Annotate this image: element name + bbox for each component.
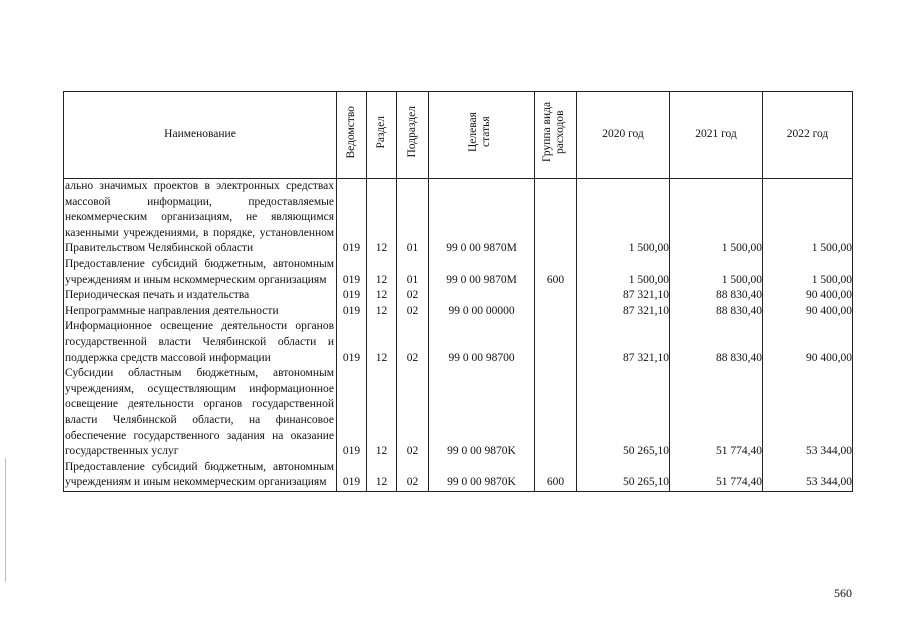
row-subsection: 02 [397,288,429,304]
row-name: Информационное освещение деятельности органов государственной власти Челябинской области и поддержка средств массовой информации [64,319,337,366]
row-dept: 019 [337,257,367,288]
table-row [64,257,853,288]
row-subsection: 02 [397,319,429,366]
scan-edge-mark [5,458,6,582]
row-exp-group: 600 [535,257,577,288]
row-2022: 90 400,00 [763,319,853,366]
row-2020: 50 265,10 [577,366,670,460]
row-section: 12 [367,257,397,288]
row-name: Предоставление субсидий бюджетным, автономным учреждениям и иным некоммерческим организациям [64,460,337,492]
row-subsection: 01 [397,257,429,288]
row-2021: 1 500,00 [670,257,763,288]
row-2022: 1 500,00 [763,179,853,257]
row-2020: 87 321,10 [577,288,670,304]
row-section: 12 [367,460,397,492]
row-target: 99 0 00 9870K [429,366,535,460]
row-dept: 019 [337,304,367,320]
row-2021: 88 830,40 [670,288,763,304]
row-target: 99 0 00 00000 [429,304,535,320]
row-subsection: 02 [397,304,429,320]
row-section: 12 [367,319,397,366]
row-dept: 019 [337,366,367,460]
row-subsection: 01 [397,179,429,257]
table-row [64,366,853,460]
row-section: 12 [367,288,397,304]
row-target [429,288,535,304]
header-section: Раздел [367,92,397,179]
row-dept: 019 [337,460,367,492]
row-2020: 1 500,00 [577,257,670,288]
header-2021: 2021 год [670,92,763,179]
table-header-row [64,92,853,179]
row-exp-group [535,304,577,320]
row-dept: 019 [337,179,367,257]
row-2021: 51 774,40 [670,366,763,460]
row-dept: 019 [337,288,367,304]
row-subsection: 02 [397,460,429,492]
header-target: Целевая статья [429,92,535,179]
row-name: Периодическая печать и издательства [64,288,337,304]
header-dept: Ведомство [337,92,367,179]
table-row [64,288,853,304]
row-2020: 87 321,10 [577,304,670,320]
row-name: Предоставление субсидий бюджетным, автономным учреждениям и иным нскоммерческим организациям [64,257,337,288]
row-exp-group [535,366,577,460]
row-dept: 019 [337,319,367,366]
row-2021: 88 830,40 [670,319,763,366]
row-2021: 88 830,40 [670,304,763,320]
header-exp-group: Группа вида расходов [535,92,577,179]
row-subsection: 02 [397,366,429,460]
header-name: Наименование [64,92,337,179]
table-row [64,304,853,320]
budget-table [63,91,853,492]
row-2021: 51 774,40 [670,460,763,492]
row-name: ально значимых проектов в электронных средствах массовой информации, предоставляемые некоммерческим организациям, не являющимся казенными учреждениями, в порядке, установленном Правительством Челябинской области [64,179,337,257]
row-2022: 53 344,00 [763,460,853,492]
row-name: Субсидии областным бюджетным, автономным учреждениям, осуществляющим информационное освещение деятельности органов государственной власти Челябинской области, на финансовое обеспечение государственного задания на оказание государственных услуг [64,366,337,460]
row-exp-group [535,319,577,366]
header-subsection: Подраздел [397,92,429,179]
row-2022: 90 400,00 [763,288,853,304]
row-2020: 1 500,00 [577,179,670,257]
row-section: 12 [367,304,397,320]
header-2020: 2020 год [577,92,670,179]
row-target: 99 0 00 98700 [429,319,535,366]
row-exp-group: 600 [535,460,577,492]
row-target: 99 0 00 9870M [429,179,535,257]
row-exp-group [535,179,577,257]
header-2022: 2022 год [763,92,853,179]
row-target: 99 0 00 9870M [429,257,535,288]
row-section: 12 [367,366,397,460]
row-2020: 50 265,10 [577,460,670,492]
table-row [64,319,853,366]
page-number: 560 [834,586,852,600]
row-2020: 87 321,10 [577,319,670,366]
row-name: Непрограммные направления деятельности [64,304,337,320]
row-section: 12 [367,179,397,257]
table-row [64,179,853,257]
row-2022: 53 344,00 [763,366,853,460]
row-target: 99 0 00 9870K [429,460,535,492]
table-row [64,460,853,492]
row-2021: 1 500,00 [670,179,763,257]
row-exp-group [535,288,577,304]
row-2022: 1 500,00 [763,257,853,288]
row-2022: 90 400,00 [763,304,853,320]
